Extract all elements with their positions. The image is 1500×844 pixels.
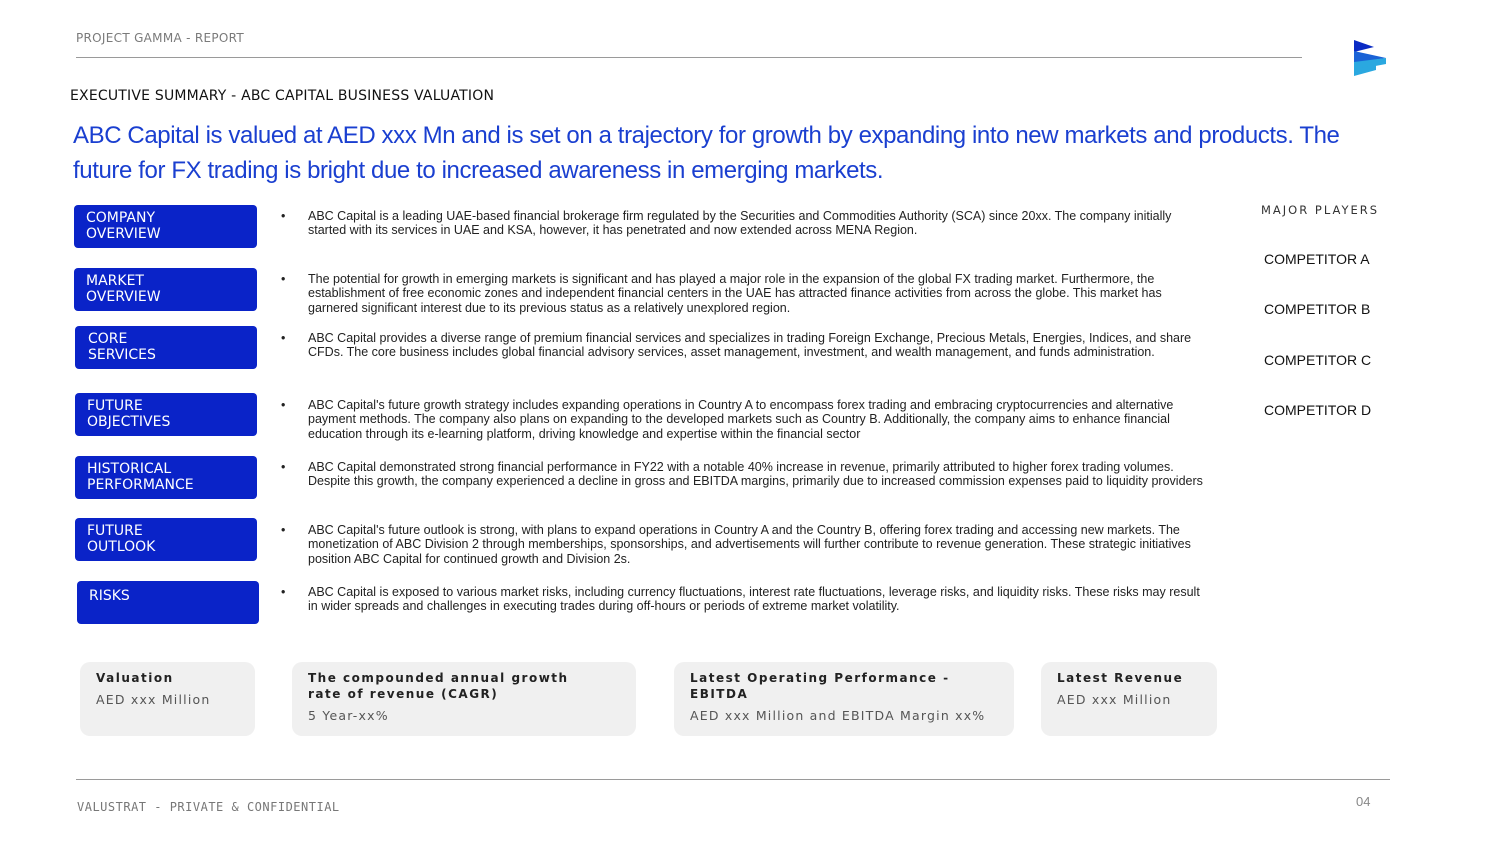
competitor-d: COMPETITOR D <box>1264 402 1372 418</box>
tag-market-overview: MARKET OVERVIEW <box>74 268 257 311</box>
competitor-b: COMPETITOR B <box>1264 301 1371 317</box>
bottom-divider <box>76 779 1390 780</box>
tag-historical-performance: HISTORICAL PERFORMANCE <box>75 456 257 499</box>
tag-future-outlook: FUTURE OUTLOOK <box>75 518 257 561</box>
top-divider <box>76 57 1302 58</box>
bullet-dot: • <box>281 209 286 223</box>
metric-card-ebitda <box>674 662 1014 736</box>
metric-card-revenue <box>1041 662 1217 736</box>
headline: ABC Capital is valued at AED xxx Mn and is set on a trajectory for growth by expanding into new markets and products. The future for FX trading is bright due to increased awareness in emerging markets. <box>73 122 1340 184</box>
metric-title: The compounded annual growth rate of revenue (CAGR) <box>308 671 569 701</box>
competitor-c: COMPETITOR C <box>1264 352 1372 368</box>
bullet-risks <box>281 585 1211 614</box>
bullet-future-objectives <box>281 398 1211 441</box>
metric-value: AED xxx Million <box>96 692 211 707</box>
tag-risks: RISKS <box>77 581 259 624</box>
tag-company-overview: COMPANY OVERVIEW <box>74 205 257 248</box>
bullet-text: ABC Capital's future outlook is strong, with plans to expand operations in Country A and the Country B, offering forex trading and accessing new markets. The monetization of ABC Division 2 through memberships, sponsorships, and advertisements will further contribute to revenue generation. These strategic initiatives position ABC Capital for continued growth and Division 2s. <box>308 523 1191 566</box>
tag-core-services: CORE SERVICES <box>75 326 257 369</box>
bullet-company-overview <box>281 209 1211 238</box>
section-title: EXECUTIVE SUMMARY - ABC CAPITAL BUSINESS VALUATION <box>70 88 495 104</box>
bullet-text: ABC Capital is exposed to various market risks, including currency fluctuations, interest rate fluctuations, leverage risks, and liquidity risks. These risks may result in wider spreads and challenges in executing trades during off-hours or periods of extreme market volatility. <box>308 585 1200 614</box>
bullet-text: ABC Capital demonstrated strong financial performance in FY22 with a notable 40% increase in revenue, primarily attributed to higher forex trading volumes. Despite this growth, the company experienced a decline in gross and EBITDA margins, primarily due to increased commission expenses paid to liquidity providers <box>308 460 1203 489</box>
tag-future-objectives: FUTURE OBJECTIVES <box>75 393 257 436</box>
bullet-dot: • <box>281 523 286 537</box>
metric-value: AED xxx Million and EBITDA Margin xx% <box>690 708 986 723</box>
bullet-dot: • <box>281 398 286 412</box>
metric-card-valuation <box>80 662 255 736</box>
bullet-text: ABC Capital's future growth strategy includes expanding operations in Country A to encompass forex trading and embracing cryptocurrencies and alternative payment methods. The company also plans on expanding to the developed markets such as Country B. Additionally, the company aims to enhance financial education through its e-learning platform, driving knowledge and expertise within the financial sector <box>308 398 1174 441</box>
metric-title: Valuation <box>96 671 174 685</box>
bullet-text: ABC Capital is a leading UAE-based financial brokerage firm regulated by the Securities and Commodities Authority (SCA) since 20xx. The company initially started with its services in UAE and KSA, however, it has penetrated and now extended across MENA Region. <box>308 209 1172 238</box>
bullet-text: The potential for growth in emerging markets is significant and has played a major role in the expansion of the global FX trading market. Furthermore, the establishment of free economic zones and independent financial centers in the UAE has attracted finance activities from across the globe. This market has garnered significant interest due to its previous status as a relatively unexplored region. <box>308 272 1162 315</box>
bullet-future-outlook <box>281 523 1211 566</box>
page-number: 04 <box>1356 794 1371 809</box>
major-players-heading: MAJOR PLAYERS <box>1261 203 1380 217</box>
bullet-core-services <box>281 331 1211 360</box>
bullet-dot: • <box>281 331 286 345</box>
stacked-chevron-logo-icon <box>1352 38 1388 78</box>
metric-title: Latest Revenue <box>1057 671 1184 685</box>
competitor-a: COMPETITOR A <box>1264 251 1370 267</box>
metric-value: AED xxx Million <box>1057 692 1172 707</box>
bullet-text: ABC Capital provides a diverse range of premium financial services and specializes in trading Foreign Exchange, Precious Metals, Energies, Indices, and share CFDs. The core business includes global financial advisory services, asset management, investment, and wealth management, and funds administration. <box>308 331 1192 360</box>
bullet-dot: • <box>281 272 286 286</box>
bullet-market-overview <box>281 272 1211 315</box>
bullet-dot: • <box>281 585 286 599</box>
confidential-footer: VALUSTRAT - PRIVATE & CONFIDENTIAL <box>77 800 340 814</box>
metric-value: 5 Year-xx% <box>308 708 389 723</box>
metric-card-cagr <box>292 662 636 736</box>
bullet-historical-performance <box>281 460 1211 489</box>
metric-title: Latest Operating Performance - EBITDA <box>690 671 950 701</box>
bullet-dot: • <box>281 460 286 474</box>
report-label: PROJECT GAMMA - REPORT <box>76 31 245 45</box>
